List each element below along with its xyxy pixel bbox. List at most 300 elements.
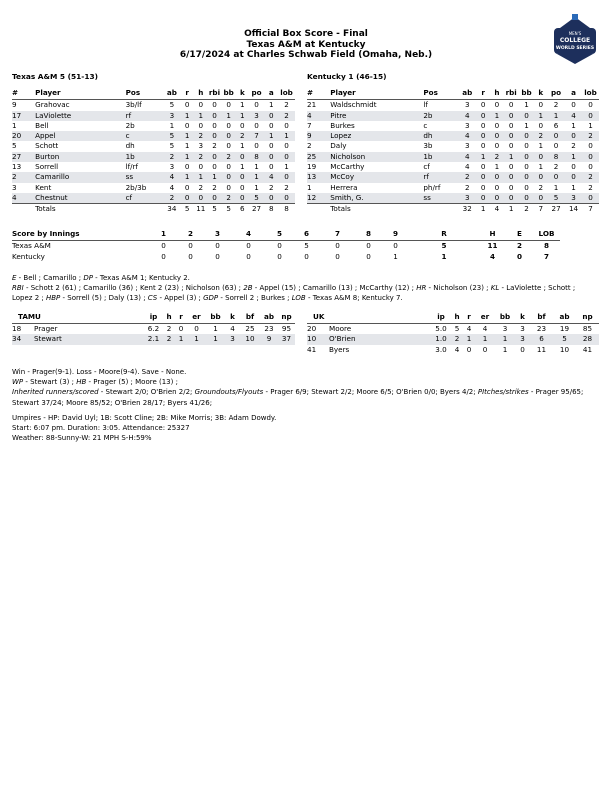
table-cell: 0 [254,141,259,151]
innings-total: 8 [543,241,549,251]
col-header-bf: bf [530,312,553,324]
table-cell: 0 [547,172,565,182]
table-cell: 0 [284,141,289,151]
inning-score: 0 [161,251,166,261]
table-cell: 0 [208,193,222,204]
table-cell: 2 [307,141,312,151]
table-cell: 10 [307,334,329,344]
table-cell: 0 [508,182,514,192]
table-cell: 0 [519,193,535,204]
table-cell: 1 [169,120,175,130]
innings-title: Score by Innings [12,229,150,241]
table-cell: 4 [466,324,472,334]
table-cell: 0 [184,120,190,130]
totals-cell: 5 [208,204,222,215]
table-cell: 0 [194,324,199,334]
table-cell: O'Brien [329,334,431,344]
col-header-pos: Pos [126,88,164,100]
inning-score: 0 [188,251,193,261]
totals-cell: 11 [194,204,208,215]
table-cell: 0 [268,120,274,130]
innings-body [12,241,560,262]
table-cell: 2 [588,182,593,192]
table-cell: 0 [538,100,544,110]
table-cell: 1 [12,120,17,130]
table-cell: 2 [163,152,180,162]
home-team-title: Kentucky 1 (46-15) [307,72,387,81]
col-header-pos: Pos [423,88,458,100]
innings-col-header: E [506,229,533,241]
table-cell: 0 [538,120,544,130]
table-cell: 25 [307,152,330,162]
totals-cell: 5 [180,204,194,215]
table-cell: 0 [519,152,535,162]
table-cell: dh [125,141,135,151]
totals-cell [423,204,458,215]
table-cell: 2 [12,172,35,182]
table-cell: 41 [582,344,593,354]
table-cell: 2 [553,100,559,110]
table-cell: 0 [254,100,259,110]
table-cell: 2 [163,334,175,344]
table-cell: 2b [125,120,135,130]
col-header-a: a [565,88,582,100]
pitching-header-blank [34,312,144,324]
table-cell: 0 [490,193,504,204]
table-cell: 0 [226,182,231,192]
table-cell: 3 [12,182,17,192]
table-cell: Kent [35,182,52,192]
inning-score: 0 [366,251,371,261]
table-cell: 10 [559,344,570,354]
innings-col-header: 1 [150,229,177,241]
table-cell: 6 [553,120,559,130]
table-cell: 41 [307,344,317,354]
table-cell: 18 [12,324,22,334]
table-cell: Herrera [330,182,358,192]
table-cell: 4 [307,111,330,121]
table-cell: 0 [565,131,582,141]
col-header-lob: lob [278,88,295,100]
innings-total: 11 [487,241,498,251]
col-header-er: er [475,312,495,324]
table-cell: 0 [482,344,488,354]
table-cell: ph/rf [423,182,441,192]
table-row [307,183,599,193]
notes-line-3: Lopez 2 ; HBP - Sorrell (5) ; Daly (13) ; CS - Appel (3) ; GDP - Sorrell 2 ; Burkes ; LOB - Texas A&M 8; Kentucky 7. [12,294,403,303]
home-batting-table [307,88,599,215]
totals-cell: 5 [221,204,236,215]
pitcher-row [12,334,295,344]
table-cell: 25 [245,324,255,334]
table-cell: 5 [553,334,576,344]
table-cell: 2 [582,131,599,141]
table-cell: 1 [213,324,218,334]
table-cell: 5 [249,193,265,204]
pitching-summary [12,367,602,408]
table-cell: 3 [515,334,530,344]
cws-logo-icon [551,14,599,66]
weather-line: Weather: 88-Sunny-W: 21 MPH S-H:59% [12,434,152,443]
table-cell: 0 [508,120,514,130]
table-cell: 0 [504,131,519,141]
table-cell: 1.0 [431,334,451,344]
table-cell: 27 [12,152,35,162]
table-cell: 1 [538,162,544,172]
table-cell: 85 [582,324,593,334]
table-cell: Pitre [330,111,423,121]
table-cell: 0 [264,111,278,121]
table-cell: 2 [490,152,504,162]
table-cell: 0 [208,131,222,141]
home-pitching-table [307,312,599,355]
table-cell: 2 [278,111,295,121]
table-cell: 37 [278,334,295,344]
table-cell: 1 [571,120,576,130]
col-header-r: r [463,312,475,324]
table-cell: 0 [278,172,295,182]
table-row [307,121,599,131]
table-cell: McCarthy [330,162,365,172]
pitcher-row [307,345,599,355]
innings-total: 5 [441,241,447,251]
table-cell: 0 [184,182,190,192]
table-cell: 1 [284,162,289,172]
col-header-ab: ab [458,88,476,100]
table-cell: McCoy [330,172,423,182]
table-cell: 3 [249,111,265,121]
table-row [12,162,295,172]
table-cell: 3 [225,334,240,344]
table-cell: 1 [547,111,565,121]
table-cell: 2 [221,193,236,204]
col-header-h: h [451,312,463,324]
table-cell: 0 [588,141,593,151]
home-batting-header [307,88,599,100]
table-cell: 1 [208,172,222,182]
table-cell: 3 [464,120,470,130]
table-cell: 19 [307,162,317,172]
table-cell: 5 [12,141,17,151]
totals-cell: 34 [163,204,180,215]
totals-cell: 32 [458,204,476,215]
col-header-ab: ab [553,312,576,324]
table-row [12,131,295,141]
table-cell: 3b/lf [125,100,142,110]
inning-score: 0 [161,241,166,251]
table-cell: 0 [208,111,222,121]
away-batting-body [12,100,295,215]
table-row [307,131,599,141]
table-cell: 0 [212,120,217,130]
table-cell: 0 [208,152,222,162]
table-cell: 0 [547,131,565,141]
col-header-k: k [225,312,240,324]
table-cell: 0 [504,111,519,121]
inning-score: 0 [304,251,309,261]
table-cell: 0 [534,193,547,204]
table-cell: 1 [463,334,475,344]
col-header-lob: lob [582,88,599,100]
table-cell: 0 [278,152,295,162]
table-cell: 0 [476,111,490,121]
table-cell: 3 [169,162,175,172]
table-cell: 0 [264,193,278,204]
table-cell: lf [423,100,428,110]
table-cell: 23 [264,324,274,334]
table-cell: LaViolette [35,111,125,121]
table-cell: Byers [329,344,350,354]
table-cell: 0 [198,162,204,172]
table-row [12,183,295,193]
table-cell: 0 [524,141,529,151]
svg-text:COLLEGE: COLLEGE [559,37,591,44]
summary-line-2: WP - Stewart (3) ; HB - Prager (5) ; Moore (13) ; [12,378,178,387]
totals-cell: 7 [534,204,547,215]
innings-team: Kentucky [12,251,45,261]
table-cell: 0 [571,100,576,110]
summary-line-3: Inherited runners/scored - Stewart 2/0; O'Brien 2/2; Groundouts/Flyouts - Prager 6/9; Stewart 2/2; Moore 6/5; O'Brien 0/0; Byers 4/2; PItches/strikes - Prager 95/65; [12,388,584,397]
innings-header [12,229,560,241]
table-cell: c [126,131,164,141]
table-cell: 0 [494,100,500,110]
table-cell: 1 [553,182,559,192]
table-cell: 2 [166,324,172,334]
table-cell: 5.0 [435,324,447,334]
table-cell: 0 [240,120,245,130]
table-cell: 3.0 [435,344,447,354]
table-cell: 0 [476,172,490,182]
table-cell: 0 [519,172,535,182]
col-header-ab: ab [260,312,278,324]
table-cell: 0 [508,141,514,151]
table-cell: 0 [582,111,599,121]
innings-row [12,252,560,262]
away-batting-table [12,88,295,215]
table-cell: 0 [212,162,217,172]
table-cell: Bell [35,120,49,130]
table-cell: 4 [458,152,476,162]
inning-score: 5 [304,241,309,251]
col-header-bb: bb [221,88,236,100]
notes-line-2: RBI - Schott 2 (61) ; Camarillo (36) ; Kent 2 (23) ; Nicholson (63) ; 2B - Appel (15) ; Camarillo (13) ; McCarthy (12) ; HR - Nicholson (23) ; KL - LaViolette ; Schott ; [12,284,576,293]
table-row [307,100,599,111]
svg-text:MEN'S: MEN'S [568,31,582,36]
totals-cell: Totals [330,204,423,215]
notes-line-1: E - Bell ; Camarillo ; DP - Texas A&M 1; Kentucky 2. [12,274,190,282]
table-row [12,121,295,131]
table-cell: Grahovac [35,100,70,110]
table-row [307,172,599,182]
table-cell: Camarillo [35,172,125,182]
table-cell: rf [126,111,164,121]
table-cell: 2 [534,131,547,141]
table-row [307,152,599,162]
home-pitching-header [307,312,599,324]
table-cell: 0 [490,172,504,182]
totals-cell [12,204,35,215]
table-cell: 0 [221,131,236,141]
table-cell: 0 [184,162,190,172]
innings-col-header: 8 [355,229,382,241]
table-cell: Schott [35,141,59,151]
table-cell: 11 [536,344,547,354]
table-cell: 3 [464,141,470,151]
table-cell: 1 [175,334,187,344]
table-cell: 6.2 [147,324,160,334]
table-cell: 1 [268,100,274,110]
table-cell: 12 [307,193,330,204]
table-cell: 0 [582,193,599,204]
table-cell: 2 [464,182,470,192]
totals-cell: 7 [582,204,599,215]
start-line: Start: 6:07 pm. Duration: 3:05. Attendance: 25327 [12,424,190,433]
table-cell: 0 [534,152,547,162]
table-cell: 0 [226,120,231,130]
table-cell: Appel [35,131,125,141]
table-cell: lf/rf [125,162,139,172]
inning-score: 0 [246,251,251,261]
table-cell: 1 [494,162,500,172]
game-notes [12,273,602,304]
totals-row [12,204,295,215]
table-cell: 1 [254,162,259,172]
innings-col-header: H [479,229,506,241]
innings-col-header: 4 [231,229,266,241]
table-row [307,111,599,121]
table-cell: 4 [230,324,235,334]
totals-row [307,204,599,215]
table-cell: 0 [226,141,231,151]
table-cell: 2b [423,111,458,121]
col-header-player: Player [330,88,423,100]
totals-cell [126,204,164,215]
table-cell: 0 [524,162,529,172]
table-cell: 0 [212,100,217,110]
table-cell: 0 [480,162,486,172]
col-header-ab: ab [163,88,180,100]
table-cell: 1 [184,141,190,151]
table-cell: 1 [588,120,593,130]
table-cell: 28 [576,334,599,344]
table-cell: 8 [249,152,265,162]
pitcher-row [12,324,295,335]
innings-total: 7 [543,251,549,261]
table-cell: 4 [458,111,476,121]
table-cell: 5 [547,193,565,204]
col-header-bb: bb [206,312,225,324]
game-info [12,413,602,444]
table-cell: cf [126,193,164,204]
table-cell: 1 [495,334,515,344]
col-header-ip: ip [144,312,163,324]
table-cell: 2 [236,131,249,141]
table-cell: 2 [571,141,576,151]
innings-col-header: 3 [204,229,231,241]
table-cell: 0 [278,193,295,204]
col-header-bb: bb [495,312,515,324]
col-header-num: # [307,88,330,100]
col-header-bf: bf [240,312,260,324]
table-cell: 0 [480,100,486,110]
table-cell: 2.1 [144,334,163,344]
col-header-k: k [534,88,547,100]
totals-cell: 27 [547,204,565,215]
table-row [12,152,295,162]
table-cell: 3 [163,111,180,121]
table-cell: 0 [553,141,559,151]
col-header-po: po [547,88,565,100]
table-cell: 0 [480,182,486,192]
table-cell: 0 [494,120,500,130]
col-header-r: r [175,312,187,324]
table-cell: 0 [264,152,278,162]
table-row [12,193,295,204]
table-cell: 7 [307,120,312,130]
table-cell: 0 [582,152,599,162]
table-cell: Smith, G. [330,193,423,204]
table-cell: 9 [260,334,278,344]
table-cell: 2 [163,193,180,204]
table-cell: 1 [206,334,225,344]
inning-score: 0 [277,251,282,261]
totals-cell: 4 [490,204,504,215]
pitcher-row [307,334,599,344]
innings-col-header: 9 [382,229,409,241]
table-cell: 0 [588,162,593,172]
table-row [307,162,599,172]
table-cell: 2 [212,182,217,192]
totals-cell: 14 [565,204,582,215]
table-cell: 17 [12,111,35,121]
table-cell: 4 [482,324,488,334]
col-header-h: h [163,312,175,324]
table-cell: 0 [480,120,486,130]
table-cell: 8 [547,152,565,162]
table-row [12,111,295,121]
table-cell: 4 [464,162,470,172]
table-cell: 4 [169,182,175,192]
table-row [307,193,599,204]
table-cell: 2 [194,131,208,141]
table-cell: 2 [451,334,463,344]
table-cell: 1 [538,141,544,151]
table-cell: 0 [490,131,504,141]
innings-col-header: R [409,229,479,241]
innings-total: 1 [441,251,447,261]
table-cell: 0 [194,193,208,204]
table-cell: 0 [565,172,582,182]
table-cell: 6 [530,334,553,344]
totals-cell: 1 [476,204,490,215]
totals-cell: 8 [278,204,295,215]
table-cell: 1 [180,152,194,162]
totals-cell: 27 [249,204,265,215]
table-cell: 0 [534,172,547,182]
inning-score: 0 [215,251,220,261]
away-pitching-body [12,324,295,345]
table-cell: 0 [466,344,472,354]
table-cell: 1 [249,172,265,182]
table-cell: cf [423,162,430,172]
table-cell: 13 [307,172,330,182]
summary-line-4: Stewart 37/24; Moore 85/52; O'Brien 28/17; Byers 41/26; [12,398,213,407]
table-cell: 2 [538,182,544,192]
col-header-player: Player [35,88,125,100]
away-pitching-table [12,312,295,345]
table-cell: 0 [508,162,514,172]
col-header-k: k [236,88,249,100]
